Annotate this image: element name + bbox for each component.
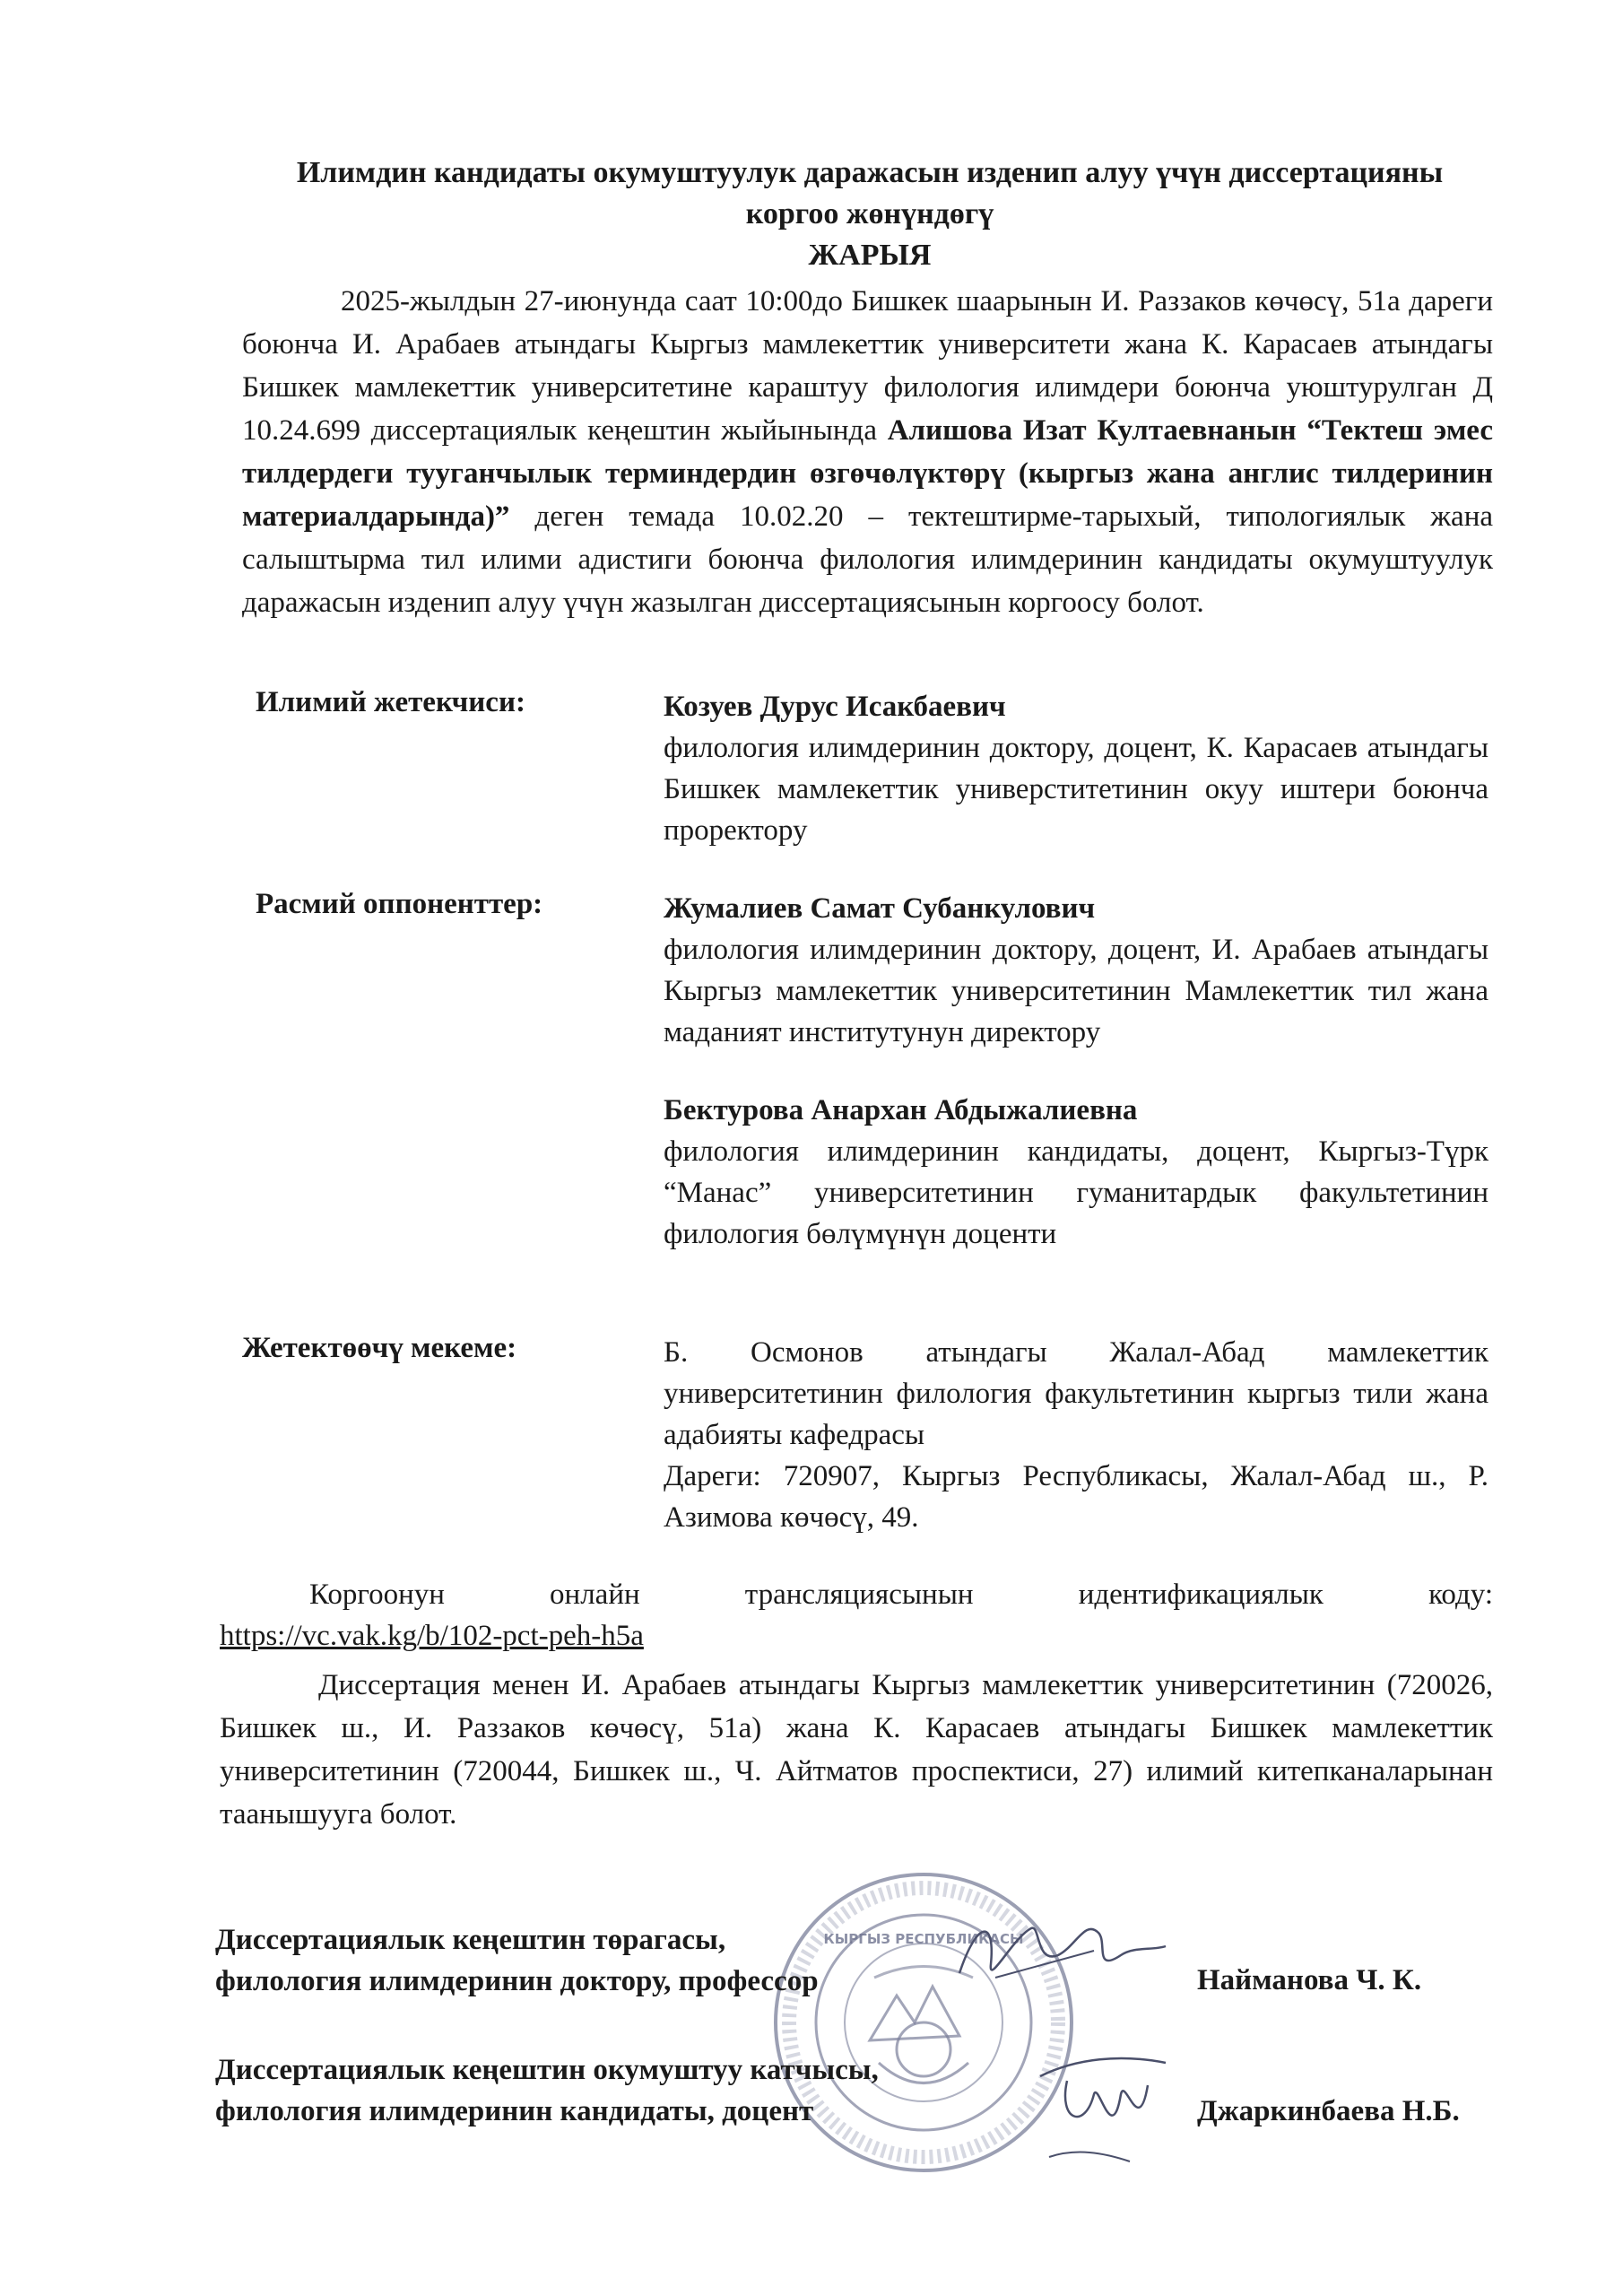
secretary-title-line-2: филология илимдеринин кандидаты, доцент <box>215 2095 814 2127</box>
opponent-2-desc: филология илимдеринин кандидаты, доцент, Кыргыз-Түрк “Манас” университетинин гуманитардык факультетинин филология бөлүмүнүн доценти <box>664 1135 1488 1250</box>
secretary-signature-image <box>1013 2040 1193 2175</box>
online-word-3: трансляциясынын <box>744 1578 974 1611</box>
leading-org-info <box>664 1332 1488 1538</box>
secretary-name: Джаркинбаева Н.Б. <box>1197 2095 1460 2127</box>
online-word-2: онлайн <box>550 1578 640 1611</box>
chair-name: Найманова Ч. К. <box>1197 1964 1422 1996</box>
online-line <box>220 1574 1493 1615</box>
opponent-2 <box>664 1090 1488 1255</box>
chair-title-line-2: филология илимдеринин доктору, профессор <box>215 1965 819 1997</box>
title-line-3: ЖАРЫЯ <box>808 239 932 272</box>
supervisor-name: Козуев Дурус Исакбаевич <box>664 691 1006 723</box>
intro-paragraph <box>242 280 1493 624</box>
seal-text: КЫРГЫЗ РЕСПУБЛИКАСЫ <box>823 1931 1024 1947</box>
chair-title <box>215 1919 819 2002</box>
chair-title-line-1: Диссертациялык кеңештин төрагасы, <box>215 1924 726 1956</box>
leading-org-label: Жетектөөчү мекеме: <box>242 1332 517 1364</box>
page-title <box>233 152 1506 276</box>
online-broadcast <box>220 1574 1493 1657</box>
supervisor-label: Илимий жетекчиси: <box>256 686 525 718</box>
opponent-1-desc: филология илимдеринин доктору, доцент, И. Арабаев атындагы Кыргыз мамлекеттик университетинин Мамлекеттик тил жана маданият институтунун директору <box>664 934 1488 1048</box>
supervisor-info <box>664 686 1488 851</box>
broadcast-link[interactable]: https://vc.vak.kg/b/102-pct-peh-h5a <box>220 1620 644 1652</box>
chair-signature-image <box>942 1901 1175 2000</box>
title-line-1: Илимдин кандидаты окумуштуулук даражасын изденип алуу үчүн диссертацияны <box>296 156 1444 189</box>
secretary-title <box>215 2049 879 2132</box>
title-line-2: коргоо жөнүндөгү <box>745 197 994 230</box>
opponent-2-name: Бектурова Анархан Абдыжалиевна <box>664 1094 1138 1126</box>
opponents-label: Расмий оппоненттер: <box>256 888 543 920</box>
opponent-1 <box>664 888 1488 1053</box>
opponent-1-name: Жумалиев Самат Субанкулович <box>664 892 1096 925</box>
online-word-5: коду: <box>1428 1578 1493 1611</box>
intro-text-2: деген темада 10.02.20 – тектештирме-тарыхый, типологиялык жана салыштырма тил илими адистиги боюнча филология илимдеринин кандидаты окумуштуулук даражасын изденип алуу үчүн жазылган диссертациясынын коргоосу болот. <box>242 500 1493 619</box>
online-word-4: идентификациялык <box>1078 1578 1324 1611</box>
online-word-1: Коргоонун <box>309 1578 445 1611</box>
library-paragraph: Диссертация менен И. Арабаев атындагы Кыргыз мамлекеттик университетинин (720026, Бишкек ш., И. Раззаков көчөсү, 51а) жана К. Карасаев атындагы Бишкек мамлекеттик университетинин (720044, Бишкек ш., Ч. Айтматов проспектиси, 27) илимий китепканаларынан таанышууга болот. <box>220 1669 1493 1831</box>
leading-org-desc: Б. Осмонов атындагы Жалал-Абад мамлекеттик университетинин филология факультетинин кыргыз тили жана адабияты кафедрасы <box>664 1336 1488 1451</box>
secretary-title-line-1: Диссертациялык кеңештин окумуштуу катчысы, <box>215 2054 879 2086</box>
supervisor-desc: филология илимдеринин доктору, доцент, К. Карасаев атындагы Бишкек мамлекеттик универститетинин окуу иштери боюнча проректору <box>664 732 1488 847</box>
intro-text-1: 2025-жылдын 27-июнунда саат 10:00до Бишкек шаарынын И. Раззаков көчөсү, 51а дареги боюнча И. Арабаев атындагы Кыргыз мамлекеттик университети жана К. Карасаев атындагы Бишкек мамлекеттик университетине караштуу филология илимдери боюнча уюштурулган Д 10.24.699 диссертациялык кеңештин жыйынында <box>242 285 1493 447</box>
leading-org-address: Дареги: 720907, Кыргыз Республикасы, Жалал-Абад ш., Р. Азимова көчөсү, 49. <box>664 1460 1488 1534</box>
author-topic: Алишова Изат Култаевнанын “Тектеш эмес тилдердеги тууганчылык терминдердин өзгөчөлүктөрү (кыргыз жана англис тилдеринин материалдарында)” <box>242 414 1493 533</box>
